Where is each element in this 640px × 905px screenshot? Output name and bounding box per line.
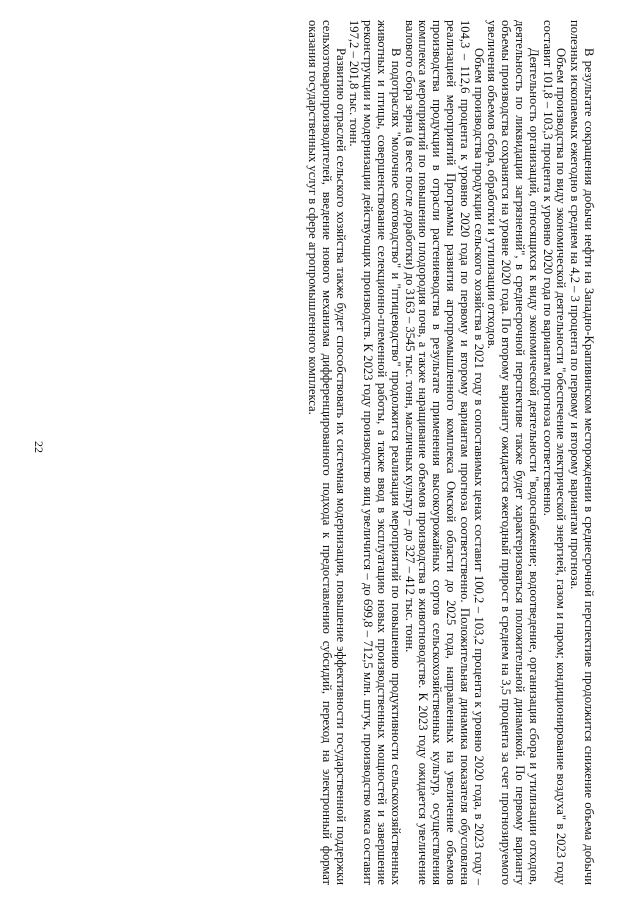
- paragraph-energy: Объем производства по виду экономической деятельности "обеспечение электрической энергией, газом и паром; кондиционирование воздуха" в 2023 году составит 101,8 – 103,3 процента к уровню 2020 года по вариантам прогноза соответственно.: [540, 20, 569, 885]
- paragraph-mining: В результате сокращения добычи нефти на Западно-Крапивинском месторождении в среднесрочной перспективе продолжится снижение объема добычи полезных ископаемых ежегодно в среднем на 4,2 – 3 процента по первому и второму вариантам прогноза.: [568, 20, 596, 885]
- paragraph-agriculture: Объем производства продукции сельского хозяйства в 2021 году в сопоставимых ценах составит 100,2 – 103,2 процента к уровню 2020 года, в 2023 году – 104,3 – 112,6 процента к уровню 2020 года по первому и второму вариантам прогноза соответственно. Положительная динамика показателя обусловлена реализацией мероприятий Программы развития агропромышленного комплекса Омской области до 2025 года, направленных на увеличение объемов производства продукции в отрасли растениеводства в результате применения высокоурожайных сортов сельскохозяйственных культур, осуществления комплекса мероприятий по повышению плодородия почв, а также наращивание объемов производства в животноводстве. К 2023 году ожидается увеличение валового сбора зерна (в весе после доработки) до 3163 – 3545 тыс. тонн, масличных культур – до 327 – 412 тыс. тонн.: [402, 20, 486, 885]
- page-number: 22: [32, 441, 46, 453]
- paragraph-livestock: В подотраслях "молочное скотоводство" и "птицеводство" продолжится реализация мероприятий по повышению продуктивности сельскохозяйственных животных и птицы, совершенствование селекционно-племенной работы, а также ввод в эксплуатацию новых производственных мощностей и завершение реконструкции и модернизации действующих производств. К 2023 году производство яиц увеличится – до 699,8 – 712,5 млн. штук, производство мяса составит 197,2 – 201,8 тыс. тонн.: [347, 20, 403, 885]
- document-body: [55, 20, 595, 885]
- paragraph-modernization: Развитию отраслей сельского хозяйства также будет способствовать их системная модернизация, повышение эффективности государственной поддержки сельхозтоваропроизводителей, введение нового механизма дифференцированного подхода к предоставлению субсидий, переход на электронный формат оказания государственных услуг в сфере агропромышленного комплекса.: [306, 20, 348, 885]
- paragraph-water-supply: Деятельность организаций, относящихся к виду экономической деятельности "водоснабжение; водоотведение, организация сбора и утилизации отходов, деятельность по ликвидации загрязнений", в среднесрочной перспективе также будет характеризоваться положительной динамикой. По первому варианту объемы производства сохранятся на уровне 2020 года. По второму варианту ожидается ежегодный прирост в среднем на 3,5 процента за счет прогнозируемого увеличения объемов сбора, обработки и утилизации отходов.: [485, 20, 541, 885]
